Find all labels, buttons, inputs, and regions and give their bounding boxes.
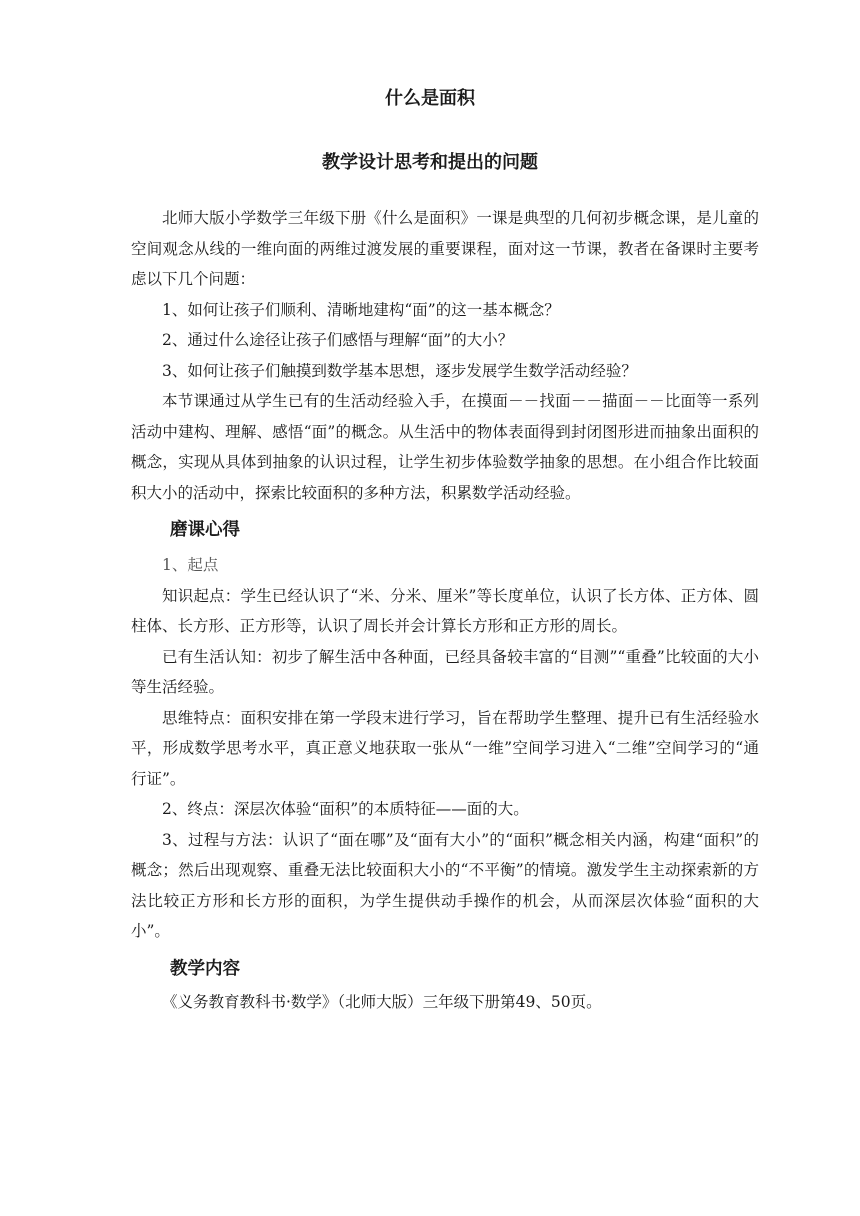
thinking-paragraph: 思维特点：面积安排在第一学段末进行学习，旨在帮助学生整理、提升已有生活经验水平，形成数学思考水平，真正意义地获取一张从“一维”空间学习进入“二维”空间学习的“通行证”。 xyxy=(131,708,759,788)
question-2: 2、通过什么途径让孩子们感悟与理解“面”的大小？ xyxy=(162,331,514,349)
section-heading-jiaoxue: 教学内容 xyxy=(170,958,240,979)
endpoint-paragraph: 2、终点：深层次体验“面积”的本质特征——面的大。 xyxy=(162,800,529,818)
question-1: 1、如何让孩子们顺利、清晰地建构“面”的这一基本概念？ xyxy=(162,300,560,319)
document-title: 什么是面积 xyxy=(385,88,475,109)
process-method-paragraph: 3、过程与方法：认识了“面在哪”及“面有大小”的“面积”概念相关内涵，构建“面积”的概念；然后出现观察、重叠无法比较面积大小的“不平衡”的情境。激发学生主动探索新的方法比较正方形和长方形的面积，为学生提供动手操作的机会，从而深层次体验“面积的大小”。 xyxy=(131,830,759,940)
intro-paragraph: 北师大版小学数学三年级下册《什么是面积》一课是典型的几何初步概念课，是儿童的空间观念从线的一维向面的两维过渡发展的重要课程，面对这一节课，教者在备课时主要考虑以下几个问题： xyxy=(131,209,759,288)
teaching-content-paragraph: 《义务教育教科书·数学》（北师大版）三年级下册第49、50页。 xyxy=(162,992,602,1011)
document-subtitle: 教学设计思考和提出的问题 xyxy=(322,152,538,173)
question-3: 3、如何让孩子们触摸到数学基本思想，逐步发展学生数学活动经验？ xyxy=(162,361,637,380)
knowledge-start-paragraph: 知识起点：学生已经认识了“米、分米、厘米”等长度单位，认识了长方体、正方体、圆柱体、长方形、正方形等，认识了周长并会计算长方形和正方形的周长。 xyxy=(131,586,759,635)
section-heading-mokexinde: 磨课心得 xyxy=(170,520,240,540)
document-body xyxy=(131,203,759,1017)
item-starting-point: 1、起点 xyxy=(162,556,219,574)
life-cognition-paragraph: 已有生活认知：初步了解生活中各种面，已经具备较丰富的“目测”“重叠”比较面的大小等生活经验。 xyxy=(131,647,759,696)
summary-paragraph: 本节课通过从学生已有的生活动经验入手，在摸面－－找面－－描面－－比面等一系列活动中建构、理解、感悟“面”的概念。从生活中的物体表面得到封闭图形进而抽象出面积的概念，实现从具体到抽象的认识过程，让学生初步体验数学抽象的思想。在小组合作比较面积大小的活动中，探索比较面积的多种方法，积累数学活动经验。 xyxy=(131,392,759,502)
